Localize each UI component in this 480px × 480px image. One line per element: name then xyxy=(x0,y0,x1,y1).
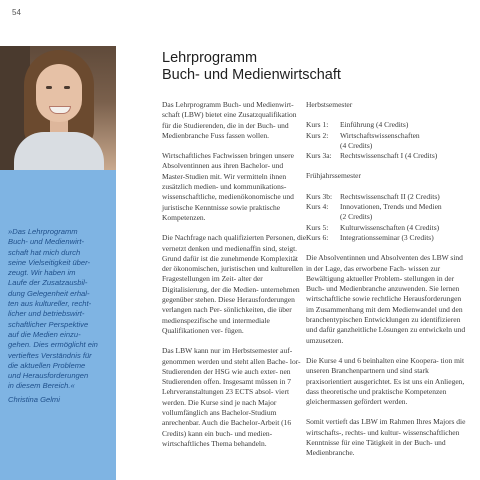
course-row-continued: (4 Credits) xyxy=(340,140,373,150)
paragraph-demand: Die Nachfrage nach qualifizierten Personen, die vernetzt denken und medienaffin sind, steigt. Grund dafür ist die zunehmende Komplexität der ökonomischen, juristischen und kulturellen Fragestellungen im Zeit- alter der Digitalisierung, der die Medien- unternehmen gegenüber stehen. Diese Herausforderungen verlangen nach Per- sönlichkeiten, die über medienspezifische und intermediale Qualifikationen ver- fügen. xyxy=(162,233,307,335)
semester-autumn xyxy=(306,100,470,161)
quote-line: schaftlicher Perspektive xyxy=(8,319,89,329)
quote-line: schaft hat mich durch xyxy=(8,247,81,257)
quote-line: vertieftes Verständnis für xyxy=(8,350,92,360)
page-title xyxy=(162,50,341,84)
title-line-2: Buch- und Medienwirtschaft xyxy=(162,67,341,83)
course-row: Kurs 4: Innovationen, Trends und Medien xyxy=(306,202,442,212)
paragraph-knowledge: Wirtschaftliches Fachwissen bringen unsere Absolventinnen aus ihren Bachelor- und Master-Studien mit. Wir vermitteln ihnen zusätzlich medien- und kommunikations- wissenschaftliche, medienökonomische und juristische Kenntnisse sowie praktische Kompetenzen. xyxy=(162,151,294,222)
paragraph-outcomes: Die Absolventinnen und Absolventen des LBW sind in der Lage, das erworbene Fach- wissen zur Bewältigung aktueller Problem- stellungen in der Buch- und Medienbranche anzuwenden. Sie lernen wirtschaftliche sowie rechtliche Herausforderungen im Zusammenhang mit dem Medienwandel und den branchentypischen Entwicklungen zu identifizieren und dafür ganzheitliche Lösungen zu entwickeln und umzusetzen. xyxy=(306,253,466,345)
quote-line: licher und betriebswirt- xyxy=(8,309,85,319)
quote-line: und Herausforderungen xyxy=(8,371,89,381)
left-column xyxy=(162,100,307,459)
quote-line: seine Vielseitigkeit über- xyxy=(8,257,91,267)
course-row: Kurs 2: Wirtschaftswissenschaften xyxy=(306,130,420,140)
quote-line: Buch- und Medienwirt- xyxy=(8,237,84,247)
quote-line: zeugt. Wir haben im xyxy=(8,268,76,278)
right-column xyxy=(306,100,470,469)
sidebar xyxy=(0,46,116,480)
course-row: Kurs 3a: Rechtswissenschaft I (4 Credits) xyxy=(306,151,438,161)
paragraph-intro: Das Lehrprogramm Buch- und Medienwirt- schaft (LBW) bietet eine Zusatzqualifikation für die Studierenden, die in der Buch- und Medienbranche Fuss fassen wollen. xyxy=(162,100,297,140)
page-number: 54 xyxy=(12,8,21,17)
semester-title: Herbstsemester xyxy=(306,100,353,109)
title-line-1: Lehrprogramm xyxy=(162,50,258,66)
quote-line: gehen. Dies ermöglicht ein xyxy=(8,340,98,350)
paragraph-admission: Das LBW kann nur im Herbstsemester auf- genommen werden und steht allen Bache- lor-Studierenden der HSG wie auch exter- nen Studierenden offen. Insgesamt müssen in 7 Lehrveranstaltungen 23 ECTS absol- viert werden. Die Kurse sind je nach Major vollumfänglich ans Bachelor-Studium anrechenbar. Auch die Bachelor-Arbeit (16 Credits) kann ein buch- und medien- wirtschaftliches Thema behandeln. xyxy=(162,346,301,448)
portrait-photo xyxy=(0,46,116,170)
testimonial-quote xyxy=(8,227,110,392)
quote-author: Christina Gelmi xyxy=(8,395,60,404)
course-row: Kurs 6: Integrationsseminar (3 Credits) xyxy=(306,232,434,242)
course-row: Kurs 5: Kulturwissenschaften (4 Credits) xyxy=(306,222,440,232)
paragraph-summary: Somit vertieft das LBW im Rahmen Ihres Majors die wirtschafts-, rechts- und kultur- wissenschaftlichen Kenntnisse für eine Tätigkeit in der Buch- und Medienbranche. xyxy=(306,417,466,458)
quote-line: »Das Lehrprogramm xyxy=(8,227,78,236)
course-row: Kurs 3b: Rechtswissenschaft II (2 Credits) xyxy=(306,191,440,201)
semester-spring xyxy=(306,171,470,243)
semester-title: Frühjahrssemester xyxy=(306,171,361,181)
course-row: Kurs 1: Einführung (4 Credits) xyxy=(306,120,409,130)
quote-line: auf die Medien einzu- xyxy=(8,329,81,339)
course-row-continued: (2 Credits) xyxy=(340,212,373,222)
quote-line: die aktuellen Probleme xyxy=(8,360,86,370)
paragraph-cooperation: Die Kurse 4 und 6 beinhalten eine Koopera- tion mit unseren Branchenpartnern und sind stark praxisorientiert ausgerichtet. Es ist uns ein Anliegen, dass theoretische und praktische Kompetenzen gleichermassen gefördert werden. xyxy=(306,355,465,407)
quote-line: in diesem Bereich.« xyxy=(8,381,75,391)
quote-line: dung Gelegenheit erhal- xyxy=(8,288,90,298)
quote-line: ten aus kultureller, recht- xyxy=(8,299,92,309)
quote-line: Laufe der Zusatzausbil- xyxy=(8,278,88,288)
